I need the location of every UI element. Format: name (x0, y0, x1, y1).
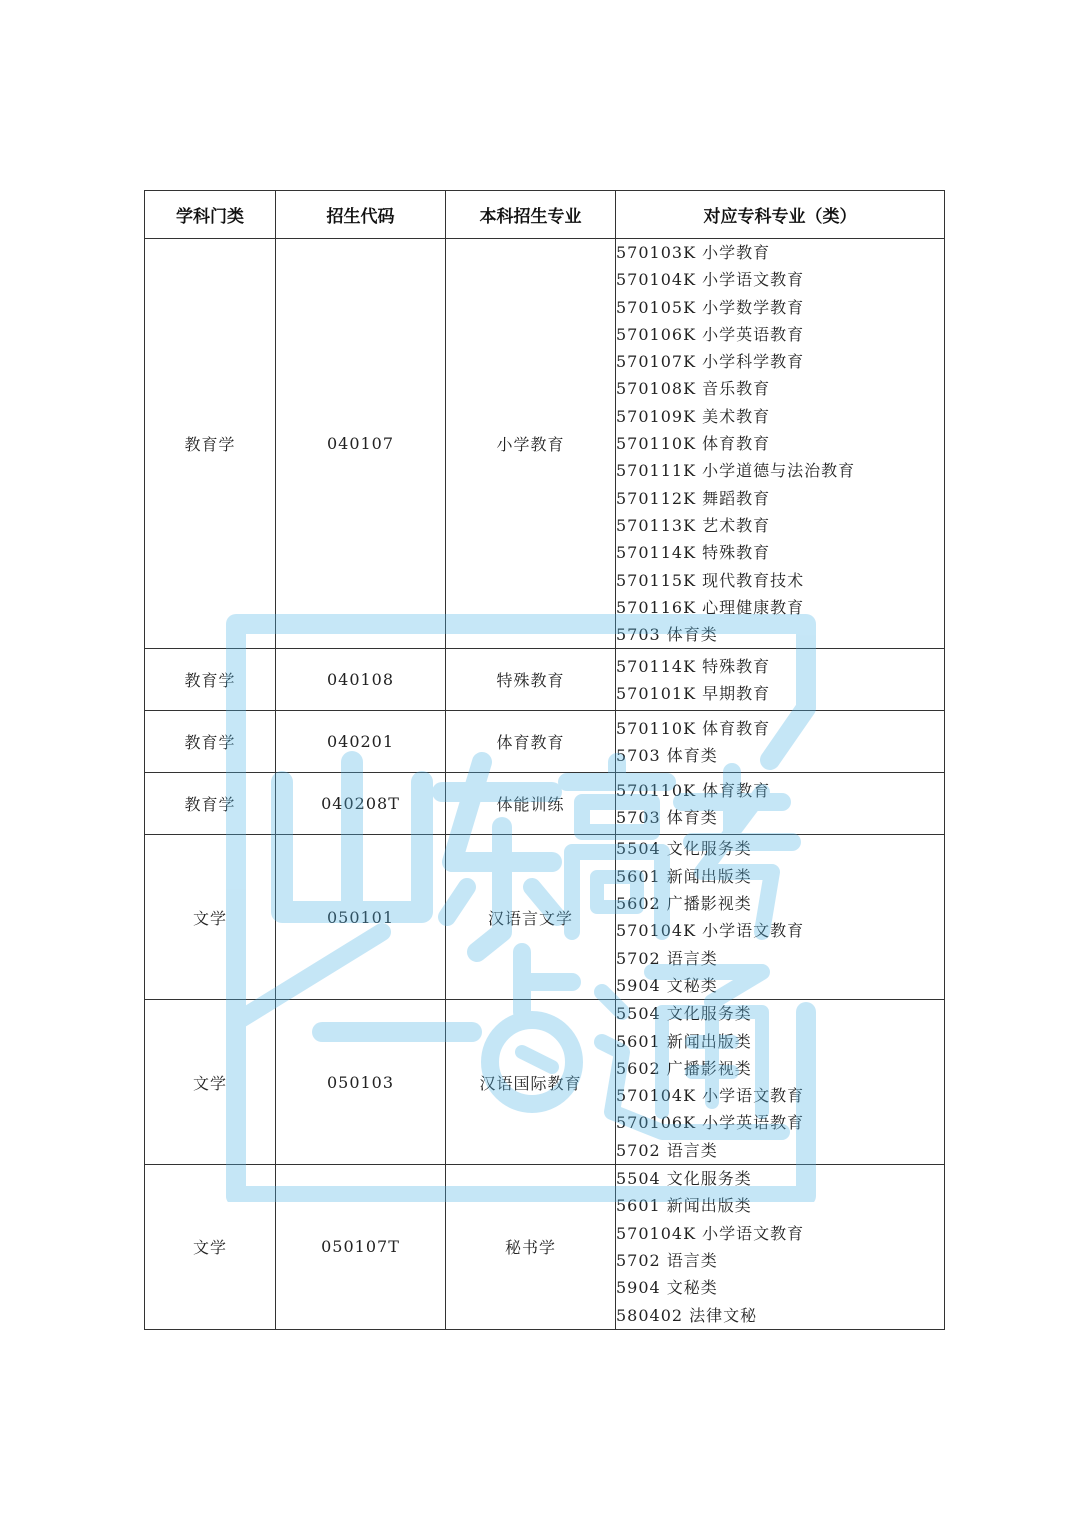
corresponding-item: 5703 体育类 (616, 807, 718, 827)
table-row (145, 711, 945, 773)
corresponding-item: 570115K 现代教育技术 (616, 570, 805, 590)
corresponding-cell (616, 1000, 945, 1165)
corresponding-item: 570113K 艺术教育 (616, 515, 771, 535)
code-cell: 040108 (276, 649, 446, 711)
major-cell: 汉语言文学 (446, 835, 616, 1000)
corresponding-item: 570106K 小学英语教育 (616, 1113, 805, 1133)
corresponding-item: 570111K 小学道德与法治教育 (616, 461, 856, 481)
major-cell: 汉语国际教育 (446, 1000, 616, 1165)
category-cell: 教育学 (145, 239, 276, 649)
major-cell: 秘书学 (446, 1165, 616, 1330)
category-cell: 文学 (145, 835, 276, 1000)
category-cell: 教育学 (145, 649, 276, 711)
code-cell: 050107T (276, 1165, 446, 1330)
major-cell: 体育教育 (446, 711, 616, 773)
corresponding-item: 570116K 心理健康教育 (616, 597, 805, 617)
category-cell: 教育学 (145, 711, 276, 773)
major-cell: 体能训练 (446, 773, 616, 835)
corresponding-item: 570104K 小学语文教育 (616, 1223, 805, 1243)
header-category: 学科门类 (145, 191, 276, 239)
table-row (145, 649, 945, 711)
table-row (145, 1000, 945, 1165)
corresponding-item: 5602 广播影视类 (616, 894, 752, 914)
corresponding-cell (616, 773, 945, 835)
corresponding-item: 570106K 小学英语教育 (616, 324, 805, 344)
code-cell: 050101 (276, 835, 446, 1000)
corresponding-item: 5703 体育类 (616, 625, 718, 645)
corresponding-item: 5602 广播影视类 (616, 1058, 752, 1078)
table-row (145, 835, 945, 1000)
corresponding-item: 570104K 小学语文教育 (616, 270, 805, 290)
corresponding-cell (616, 1165, 945, 1330)
corresponding-cell (616, 711, 945, 773)
code-cell: 050103 (276, 1000, 446, 1165)
corresponding-item: 570112K 舞蹈教育 (616, 488, 771, 508)
corresponding-item: 570108K 音乐教育 (616, 379, 771, 399)
corresponding-item: 5702 语言类 (616, 948, 718, 968)
code-cell: 040201 (276, 711, 446, 773)
category-cell: 文学 (145, 1000, 276, 1165)
corresponding-item: 570104K 小学语文教育 (616, 921, 805, 941)
corresponding-item: 570110K 体育教育 (616, 718, 771, 738)
corresponding-item: 5601 新闻出版类 (616, 1196, 752, 1216)
corresponding-item: 5703 体育类 (616, 745, 718, 765)
corresponding-item: 5702 语言类 (616, 1250, 718, 1270)
major-cell: 小学教育 (446, 239, 616, 649)
header-corresponding: 对应专科专业（类） (616, 191, 945, 239)
header-code: 招生代码 (276, 191, 446, 239)
category-cell: 教育学 (145, 773, 276, 835)
corresponding-item: 5904 文秘类 (616, 975, 718, 995)
corresponding-item: 570105K 小学数学教育 (616, 297, 805, 317)
corresponding-item: 5904 文秘类 (616, 1278, 718, 1298)
code-cell: 040208T (276, 773, 446, 835)
corresponding-item: 5504 文化服务类 (616, 1169, 752, 1189)
corresponding-cell (616, 239, 945, 649)
corresponding-item: 570104K 小学语文教育 (616, 1086, 805, 1106)
corresponding-item: 5601 新闻出版类 (616, 866, 752, 886)
code-cell: 040107 (276, 239, 446, 649)
table-row (145, 239, 945, 649)
table-header-row (145, 191, 945, 239)
corresponding-item: 580402 法律文秘 (616, 1305, 758, 1325)
majors-table (144, 190, 945, 1330)
corresponding-item: 570114K 特殊教育 (616, 543, 771, 563)
corresponding-item: 570109K 美术教育 (616, 406, 771, 426)
corresponding-item: 570110K 体育教育 (616, 780, 771, 800)
corresponding-item: 570101K 早期教育 (616, 683, 771, 703)
table-row (145, 1165, 945, 1330)
corresponding-item: 5504 文化服务类 (616, 1004, 752, 1024)
corresponding-cell (616, 649, 945, 711)
corresponding-item: 570107K 小学科学教育 (616, 352, 805, 372)
header-major: 本科招生专业 (446, 191, 616, 239)
corresponding-item: 5504 文化服务类 (616, 839, 752, 859)
category-cell: 文学 (145, 1165, 276, 1330)
corresponding-item: 5702 语言类 (616, 1140, 718, 1160)
corresponding-item: 570110K 体育教育 (616, 434, 771, 454)
corresponding-item: 5601 新闻出版类 (616, 1031, 752, 1051)
table-row (145, 773, 945, 835)
corresponding-item: 570114K 特殊教育 (616, 656, 771, 676)
corresponding-cell (616, 835, 945, 1000)
major-cell: 特殊教育 (446, 649, 616, 711)
corresponding-item: 570103K 小学教育 (616, 243, 771, 262)
